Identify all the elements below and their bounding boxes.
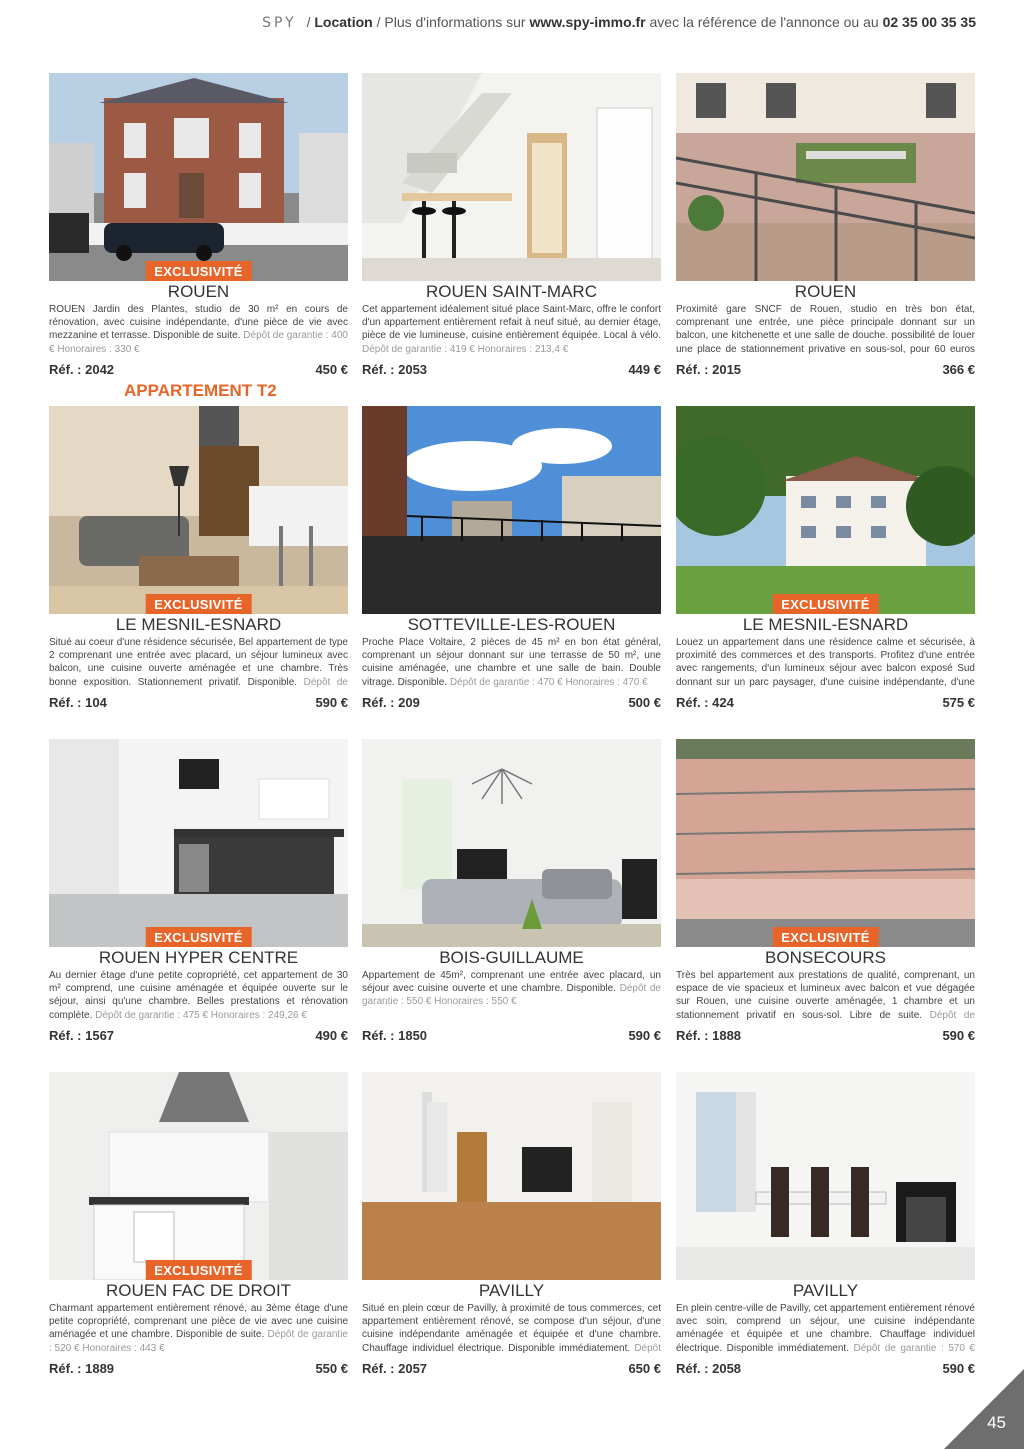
fees-text: Dépôt de garantie : 470 € Honoraires : 470 € [449,676,648,688]
listing-photo[interactable] [362,1072,661,1280]
page-corner [944,1369,1024,1449]
page-number: 45 [987,1413,1006,1432]
listing-footer [676,1028,975,1043]
listing-photo[interactable] [676,1072,975,1280]
listing-card[interactable] [676,406,975,710]
listing-photo[interactable] [362,406,661,614]
fees-text: Dépôt de garantie : 475 € Honoraires : 249,26 € [95,1009,307,1021]
listing-card[interactable] [362,406,661,710]
listing-city: PAVILLY [478,1281,545,1300]
listing-card[interactable] [676,73,975,377]
listing-ref: Réf. : 2053 [362,362,428,377]
listing-ref: Réf. : 2015 [676,362,742,377]
listing-footer [49,695,348,710]
listing-card[interactable] [49,73,348,377]
fees-text: Dépôt de garantie : 419 € Honoraires : 213,4 € [362,343,569,355]
listing-photo[interactable] [362,739,661,947]
phone-number[interactable]: 02 35 00 35 35 [882,14,976,30]
listing-ref: Réf. : 1567 [49,1028,115,1043]
description-text: Louez un appartement dans une résidence calme et sécurisée, à proximité des commerces et des transports. Profitez d'une entrée avec rangements, d'un lumineux séjour avec balcon exposé Sud donnant sur un parc paysager, d'une cuisine indépendante, d'une [676,637,975,688]
listing-footer [362,695,661,710]
listing-photo[interactable] [49,1072,348,1280]
fees-text: Dépôt de garantie : 520 € Honoraires : 443 € [49,1329,348,1354]
fees-text: Dépôt de garantie : 400 € Honoraires : 330 € [49,330,348,355]
exclusivity-badge: EXCLUSIVITÉ [772,594,879,614]
listing-card[interactable] [49,739,348,1043]
listing-price: 450 € [315,362,348,377]
listing-photo[interactable] [49,73,348,281]
listing-card[interactable] [676,1072,975,1376]
listing-footer [676,1361,975,1376]
page-header [262,14,976,36]
listing-price: 575 € [942,695,975,710]
listing-footer [49,1361,348,1376]
listing-ref: Réf. : 2057 [362,1361,428,1376]
description-text: Proximité gare SNCF de Rouen, studio en très bon état, comprenant une entrée, une pièce principale donnant sur un balcon, une kitchenette et une salle de douche. possibilité de louer une place de stationnement privative en sous-sol, pour 60 euros [676,304,975,355]
listing-city: ROUEN [794,282,857,301]
listing-footer [676,695,975,710]
listing-city: LE MESNIL-ESNARD [742,615,909,634]
listing-photo[interactable] [362,73,661,281]
listing-city: ROUEN HYPER CENTRE [98,948,299,967]
listing-card[interactable] [49,1072,348,1376]
fees-text: Dépôt [634,1342,661,1354]
listing-card[interactable] [676,739,975,1043]
listing-ref: Réf. : 104 [49,695,107,710]
listing-city: BOIS-GUILLAUME [439,948,584,967]
listing-price: 490 € [315,1028,348,1043]
listing-ref: Réf. : 1850 [362,1028,428,1043]
listing-price: 500 € [628,695,661,710]
listing-ref: Réf. : 1888 [676,1028,742,1043]
listing-card[interactable] [362,1072,661,1376]
description-text: Proche Place Voltaire, 2 pièces de 45 m² en bon état général, comprenant un séjour donnant sur une terrasse de 50 m², une cuisine aménagée, une chambre et une salle de bain. Double vitrage. Disponible. [362,637,661,688]
exclusivity-badge: EXCLUSIVITÉ [145,594,252,614]
listing-city: PAVILLY [792,1281,859,1300]
listing-description [676,1302,975,1356]
exclusivity-badge: EXCLUSIVITÉ [145,1260,252,1280]
exclusivity-badge: EXCLUSIVITÉ [772,927,879,947]
listing-card[interactable] [362,73,661,377]
brand-logo: SPY [262,15,297,31]
header-sep: / [302,14,315,30]
description-text: Très bel appartement aux prestations de qualité, comprenant, un espace de vie spacieux et lumineux avec balcon et vue dégagée sur Rouen, une cuisine ouverte aménagée, 1 chambre et un stationnement privatif en sous-sol. Libre de suite. [676,970,975,1021]
header-section: Location [314,14,373,30]
listing-description [49,303,348,357]
listing-description [49,969,348,1023]
listing-city: SOTTEVILLE-LES-ROUEN [407,615,616,634]
fees-text: Dépôt de [929,1009,975,1021]
listing-photo[interactable] [676,73,975,281]
listing-city: LE MESNIL-ESNARD [115,615,282,634]
listing-description [362,969,661,1023]
listing-description [49,636,348,690]
listing-photo[interactable] [676,406,975,614]
description-text: Au dernier étage d'une petite copropriété, cet appartement de 30 m² comprend, une cuisine aménagée et équipée ouverte sur le séjour, ainsi qu'une chambre. Belles prestations et rénovation complète. [49,970,348,1021]
listing-card[interactable] [362,739,661,1043]
description-text: En plein centre-ville de Pavilly, cet appartement entièrement rénové avec soin, comprend un séjour, une cuisine indépendante aménagée et équipée et une chambre. Chauffage individuel électrique. Disponible immédiatement. [676,1303,975,1354]
fees-text: Dépôt de garantie : 570 € [853,1342,975,1354]
listing-city: BONSECOURS [765,948,886,967]
listing-ref: Réf. : 209 [362,695,420,710]
listing-footer [362,1028,661,1043]
listing-price: 590 € [628,1028,661,1043]
listing-city: ROUEN SAINT-MARC [426,282,597,301]
listing-footer [362,362,661,377]
listing-price: 366 € [942,362,975,377]
listing-ref: Réf. : 1889 [49,1361,115,1376]
fees-text: Dépôt de [303,676,348,688]
header-text: / Plus d'informations sur [372,14,530,30]
listing-city: ROUEN [167,282,230,301]
header-text-2: avec la référence de l'annonce ou au [645,14,883,30]
listing-ref: Réf. : 2042 [49,362,115,377]
description-text: Charmant appartement entièrement rénové, au 3ème étage d'une petite copropriété, comprenant une pièce de vie avec une cuisine aménagée et une chambre. Disponible de suite. [49,1303,348,1341]
listing-footer [362,1361,661,1376]
listing-footer [49,1028,348,1043]
listing-photo[interactable] [49,739,348,947]
listing-description [362,303,661,357]
listing-city: ROUEN FAC DE DROIT [105,1281,292,1300]
website-link[interactable]: www.spy-immo.fr [529,14,646,30]
description-text: Cet appartement idéalement situé place Saint-Marc, offre le confort d'un appartement entièrement refait à neuf situé, au dernier étage, pièce de vie lumineuse, cuisine entièrement équipée. Local à vélo. [362,304,661,342]
listing-price: 449 € [628,362,661,377]
description-text: Appartement de 45m², comprenant une entrée avec placard, un séjour avec cuisine ouverte et une chambre. Disponible. [362,970,661,995]
exclusivity-badge: EXCLUSIVITÉ [145,261,252,281]
category-title: APPARTEMENT T2 [124,381,277,400]
listing-description [676,969,975,1023]
description-text: Situé en plein cœur de Pavilly, à proximité de tous commerces, cet appartement entièrement rénové, se compose d'un séjour, d'une cuisine indépendante aménagée et équipée et d'une chambre. Chauffage individuel électrique. Disponible immédiatement. [362,1303,661,1354]
description-text: Situé au coeur d'une résidence sécurisée, Bel appartement de type 2 comprenant une entrée avec placard, un séjour lumineux avec balcon, une cuisine ouverte aménagée et une chambre. Très bonne exposition. Stationnement privatif. Disponible. [49,637,348,688]
listing-description [362,1302,661,1356]
fees-text: Dépôt de garantie : 550 € Honoraires : 550 € [362,983,661,1008]
listing-price: 550 € [315,1361,348,1376]
listing-photo[interactable] [49,406,348,614]
listing-price: 590 € [315,695,348,710]
listing-description [49,1302,348,1356]
listing-ref: Réf. : 424 [676,695,734,710]
exclusivity-badge: EXCLUSIVITÉ [145,927,252,947]
listing-description [362,636,661,690]
listing-price: 650 € [628,1361,661,1376]
listing-price: 590 € [942,1361,975,1376]
listing-footer [676,362,975,377]
listing-description [676,636,975,690]
listing-footer [49,362,348,377]
listing-card[interactable] [49,406,348,710]
listing-photo[interactable] [676,739,975,947]
description-text: ROUEN Jardin des Plantes, studio de 30 m² en cours de rénovation, avec cuisine indépendante, d'une pièce de vie avec mezzanine et terrasse. Disponible de suite. [49,304,348,342]
listing-ref: Réf. : 2058 [676,1361,742,1376]
listing-description [676,303,975,357]
listing-price: 590 € [942,1028,975,1043]
